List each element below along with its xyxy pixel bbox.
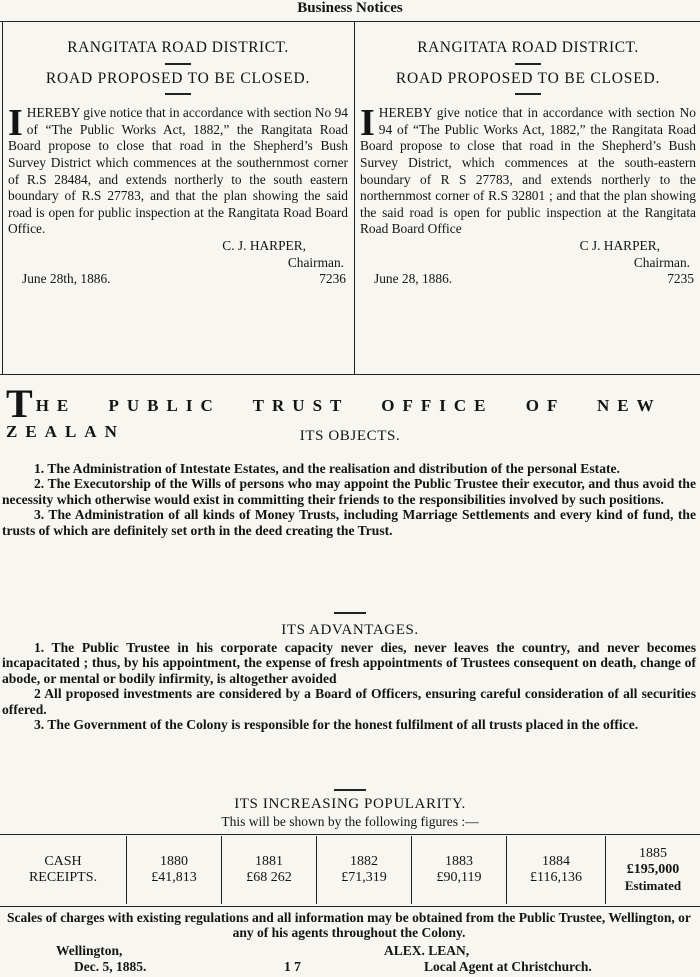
notice-left-body (8, 102, 348, 238)
agent-name: ALEX. LEAN, (384, 943, 470, 958)
table-bottom-rule (0, 906, 700, 907)
column-divider (354, 22, 355, 374)
notice-right-dateline (360, 271, 696, 288)
section-header: Business Notices (297, 0, 403, 16)
amount-value: £116,136 (530, 870, 582, 885)
year-label: 1883 (445, 854, 473, 869)
notice-right-heading: ROAD PROPOSED TO BE CLOSED. (395, 69, 661, 87)
notice-left-date: June 28th, 1886. (22, 271, 111, 287)
objects-item-2: 2. The Executorship of the Wills of persons who may appoint the Public Trustee their executor, and thus avoid the necessity which otherwise would exist in committing their friends to the responsibilities involved by such positions. (2, 476, 696, 507)
year-label: 1882 (350, 854, 378, 869)
notice-left-district: RANGITATA ROAD DISTRICT. (67, 39, 289, 56)
notice-right-district: RANGITATA ROAD DISTRICT. (417, 39, 639, 56)
year-cell-1882 (317, 836, 412, 904)
footer-text: Scales of charges with existing regulations and all information may be obtained from the Public Trustee, Wellington, or any of his agents throughout the Colony. (7, 910, 691, 940)
advantages-list (2, 640, 696, 732)
notice-right (360, 40, 696, 370)
header-rule (0, 21, 700, 22)
notice-right-drop-cap: I (360, 102, 375, 145)
notice-right-number: 7235 (667, 271, 694, 287)
objects-heading: ITS OBJECTS. (299, 428, 401, 444)
table-top-rule (0, 834, 700, 835)
trust-title-rest: HE PUBLIC TRUST OFFICE OF NEW ZEALAN (6, 396, 662, 441)
receipts-label-1: CASH (44, 854, 82, 869)
notice-right-dash (515, 63, 541, 65)
year-cell-1881 (222, 836, 317, 904)
year-cell-1885 (606, 836, 700, 904)
year-cell-1884 (507, 836, 606, 904)
amount-value: £90,119 (436, 870, 482, 885)
year-label: 1881 (255, 854, 283, 869)
receipts-label-cell (0, 836, 127, 904)
notice-left-text: HEREBY give notice that in accordance with section No 94 of “The Public Works Act, 1882,” the Rangitata Road Board propose to close that road in the Shepherd’s Bush Survey District which commences at the southernmost corner of R.S 28484, and extends northerly to the south eastern boundary of R.S 27783, and that the plan showing the said road is open for public inspection at the Rangitata Road Board Office. (8, 105, 348, 237)
footer-number: 1 7 (284, 959, 301, 974)
amount-value: £195,000 (626, 862, 680, 877)
estimated-note: Estimated (624, 878, 682, 893)
footer-place: Wellington, (56, 943, 123, 958)
notice-right-signer: C J. HARPER, (579, 237, 660, 253)
advantages-item-1: 1. The Public Trustee in his corporate capacity never dies, never leaves the country, and never becomes incapacitated ; thus, by his appointment, the expense of fresh appointments of Trustees consequent on death, change of abode, or mental or bodily infirmity, is altogether avoided (2, 640, 696, 686)
divider-dash (334, 612, 366, 614)
year-label: 1884 (542, 854, 570, 869)
popularity-heading: ITS INCREASING POPULARITY. (234, 796, 466, 812)
advantages-item-3: 3. The Government of the Colony is responsible for the honest fulfilment of all trusts placed in the office. (34, 717, 639, 733)
amount-value: £68 262 (246, 870, 292, 885)
notice-right-body (360, 102, 696, 238)
notice-left-heading: ROAD PROPOSED TO BE CLOSED. (45, 69, 311, 87)
advantages-heading: ITS ADVANTAGES. (281, 622, 419, 638)
notice-right-title: Chairman. (633, 254, 690, 270)
notice-left-dateline (8, 271, 348, 288)
notice-right-text: HEREBY give notice that in accordance with section No 94 of “The Public Works Act, 1882,” the Rangitata Road Board propose to close that road in the Shepherd’s Bush Survey District, which commences at the south-eastern boundary of R S 27783, and extends northerly to the northernmost corner of R.S 32801 ; and that the plan showing the said road is open for public inspection at the Rangitata Road Board Office (360, 105, 696, 237)
notice-left-number: 7236 (319, 271, 346, 287)
year-label: 1880 (160, 854, 188, 869)
agent-title: Local Agent at Christchurch. (424, 959, 592, 974)
notice-left-drop-cap: I (8, 102, 23, 145)
notice-left-dash-2 (165, 93, 191, 95)
year-cell-1883 (412, 836, 507, 904)
objects-item-1: 1. The Administration of Intestate Estates, and the realisation and distribution of the personal Estate. (34, 461, 620, 476)
table-row (0, 836, 700, 904)
year-cell-1880 (127, 836, 222, 904)
trust-title-initial: T (6, 381, 33, 426)
objects-item-3: 3. The Administration of all kinds of Money Trusts, including Marriage Settlements and every kind of fund, the trusts of which are definitely set orth in the deed creating the Trust. (2, 507, 696, 538)
receipts-table (0, 836, 700, 904)
notice-right-date: June 28, 1886. (374, 271, 453, 287)
advantages-item-2: 2 All proposed investments are considered by a Board of Officers, ensuring careful consideration of all securities offered. (2, 686, 696, 717)
notices-bottom-rule (0, 374, 700, 375)
footer-date: Dec. 5, 1885. (74, 959, 147, 974)
amount-value: £41,813 (151, 870, 197, 885)
objects-list (2, 461, 696, 538)
notice-left-title: Chairman. (287, 254, 344, 270)
notice-left (8, 40, 348, 370)
receipts-label-2: RECEIPTS. (28, 870, 98, 885)
notice-right-dash-2 (515, 93, 541, 95)
popularity-subheading: This will be shown by the following figures :— (221, 814, 479, 829)
notice-left-signer: C. J. HARPER, (222, 237, 306, 253)
amount-value: £71,319 (341, 870, 387, 885)
left-border (2, 22, 3, 374)
divider-dash-2 (334, 789, 366, 791)
year-label: 1885 (639, 846, 667, 861)
notice-left-dash (165, 63, 191, 65)
